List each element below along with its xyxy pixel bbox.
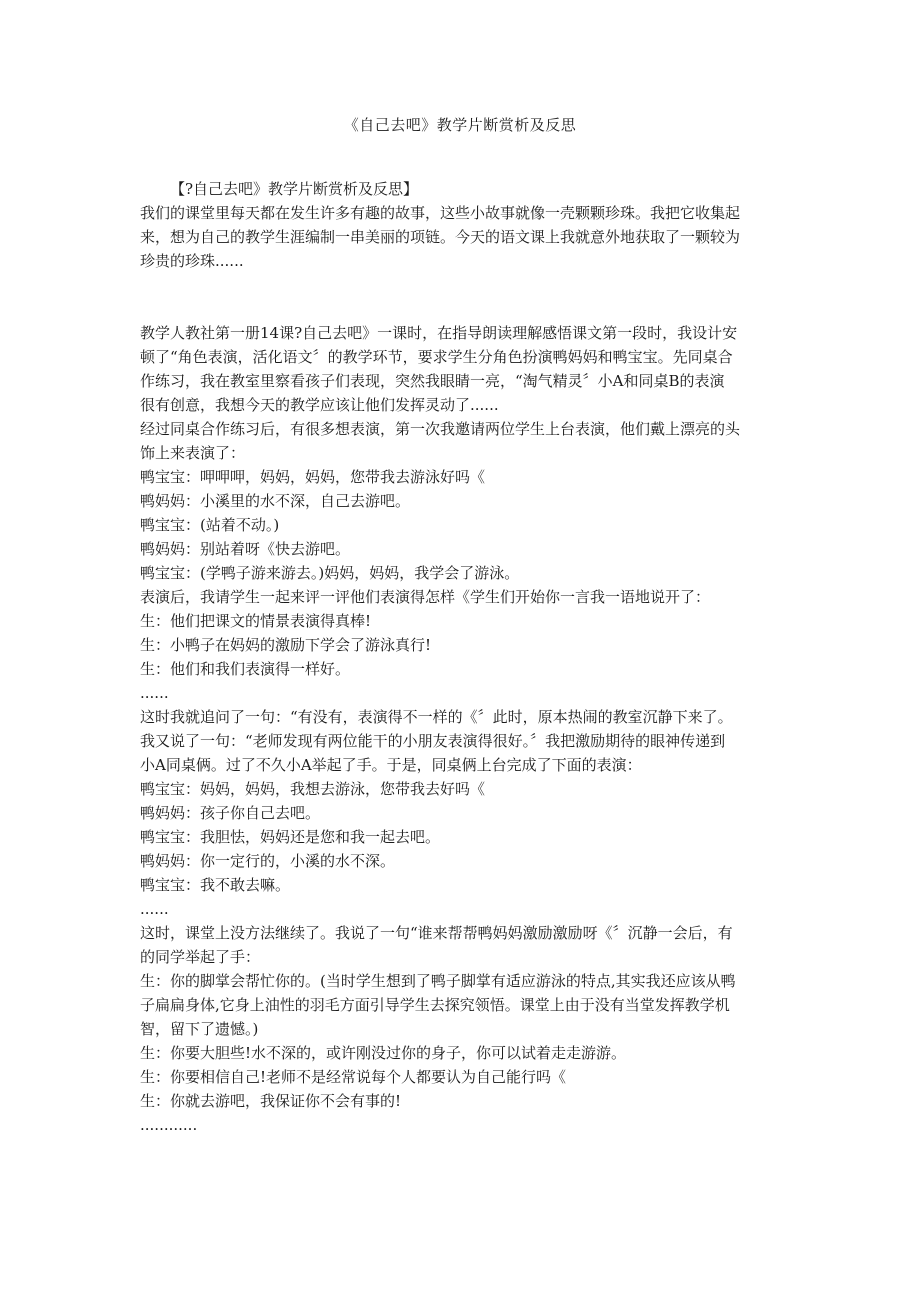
dialogue-line: 鸭宝宝：(站着不动。): [140, 516, 280, 534]
text-line: 我又说了一句：“老师发现有两位能干的小朋友表演得很好。〞我把激励期待的眼神传递到: [140, 732, 726, 750]
dialogue-line: 鸭妈妈：别站着呀《快去游吧。: [140, 540, 351, 558]
dialogue-line: 生：你的脚掌会帮忙你的。(当时学生想到了鸭子脚掌有适应游泳的特点,其实我还应该从鸭: [140, 972, 736, 990]
dialogue-line: 生：小鸭子在妈妈的激励下学会了游泳真行!: [140, 636, 432, 654]
ellipsis-line: ......: [140, 684, 169, 702]
dialogue-line: 鸭妈妈：小溪里的水不深，自己去游吧。: [140, 492, 411, 510]
ellipsis-line: ......: [140, 900, 169, 918]
text-line: 智，留下了遗憾。): [140, 1020, 259, 1038]
paragraph-gap: [140, 297, 785, 321]
dialogue-line: 鸭宝宝：妈妈，妈妈，我想去游泳，您带我去好吗《: [140, 780, 486, 798]
dialogue-line: 鸭宝宝：呷呷呷，妈妈，妈妈，您带我去游泳好吗《: [140, 468, 486, 486]
text-line: 来，想为自己的教学生涯编制一串美丽的项链。今天的语文课上我就意外地获取了一颗较为: [140, 228, 741, 246]
dialogue-line: 鸭宝宝：我不敢去嘛。: [140, 876, 291, 894]
text-line: 教学人教社第一册14课?自己去吧》一课时，在指导朗读理解感悟课文第一段时，我设计安: [140, 324, 738, 342]
text-line: 珍贵的珍珠......: [140, 252, 244, 270]
document-body: [140, 177, 785, 1137]
dialogue-line: 生：他们把课文的情景表演得真棒!: [140, 612, 372, 630]
dialogue-line: 鸭妈妈：孩子你自己去吧。: [140, 804, 321, 822]
text-line: 这时，课堂上没方法继续了。我说了一句“谁来帮帮鸭妈妈激励激励呀《〞沉静一会后，有: [140, 924, 733, 942]
text-line: 小A同桌俩。过了不久小A举起了手。于是，同桌俩上台完成了下面的表演：: [140, 756, 642, 774]
text-line: 的同学举起了手：: [140, 948, 261, 966]
ellipsis-line: ............: [140, 1116, 198, 1134]
dialogue-line: 生：你要相信自己!老师不是经常说每个人都要认为自己能行吗《: [140, 1068, 567, 1086]
text-line: 饰上来表演了：: [140, 444, 246, 462]
text-line: 作练习，我在教室里察看孩子们表现，突然我眼睛一亮，“淘气精灵〞小A和同桌B的表演: [140, 372, 725, 390]
document-heading: 【?自己去吧》教学片断赏析及反思】: [170, 180, 419, 198]
text-line: 我们的课堂里每天都在发生许多有趣的故事，这些小故事就像一壳颗颗珍珠。我把它收集起: [140, 204, 741, 222]
paragraph-gap: [140, 273, 785, 297]
dialogue-line: 鸭宝宝：我胆怯，妈妈还是您和我一起去吧。: [140, 828, 441, 846]
document-title: 《自己去吧》教学片断赏析及反思: [343, 116, 577, 134]
main-content: [140, 321, 785, 1137]
dialogue-line: 鸭宝宝：(学鸭子游来游去。)妈妈，妈妈，我学会了游泳。: [140, 564, 520, 582]
intro-paragraph: [140, 201, 785, 273]
dialogue-line: 生：他们和我们表演得一样好。: [140, 660, 351, 678]
text-line: 表演后，我请学生一起来评一评他们表演得怎样《学生们开始你一言我一语地说开了：: [140, 588, 711, 606]
text-line: 很有创意，我想今天的教学应该让他们发挥灵动了......: [140, 396, 499, 414]
text-line: 这时我就追问了一句：“有没有，表演得不一样的《〞此时，原本热闹的教室沉静下来了。: [140, 708, 733, 726]
text-line: 经过同桌合作练习后，有很多想表演，第一次我邀请两位学生上台表演，他们戴上漂亮的头: [140, 420, 741, 438]
dialogue-line: 鸭妈妈：你一定行的，小溪的水不深。: [140, 852, 396, 870]
dialogue-line: 生：你要大胆些!水不深的，或许刚没过你的身子，你可以试着走走游游。: [140, 1044, 627, 1062]
text-line: 顿了“角色表演，活化语文〞的教学环节，要求学生分角色扮演鸭妈妈和鸭宝宝。先同桌合: [140, 348, 733, 366]
text-line: 子扁扁身体,它身上油性的羽毛方面引导学生去探究领悟。课堂上由于没有当堂发挥教学机: [140, 996, 730, 1014]
dialogue-line: 生：你就去游吧，我保证你不会有事的!: [140, 1092, 402, 1110]
